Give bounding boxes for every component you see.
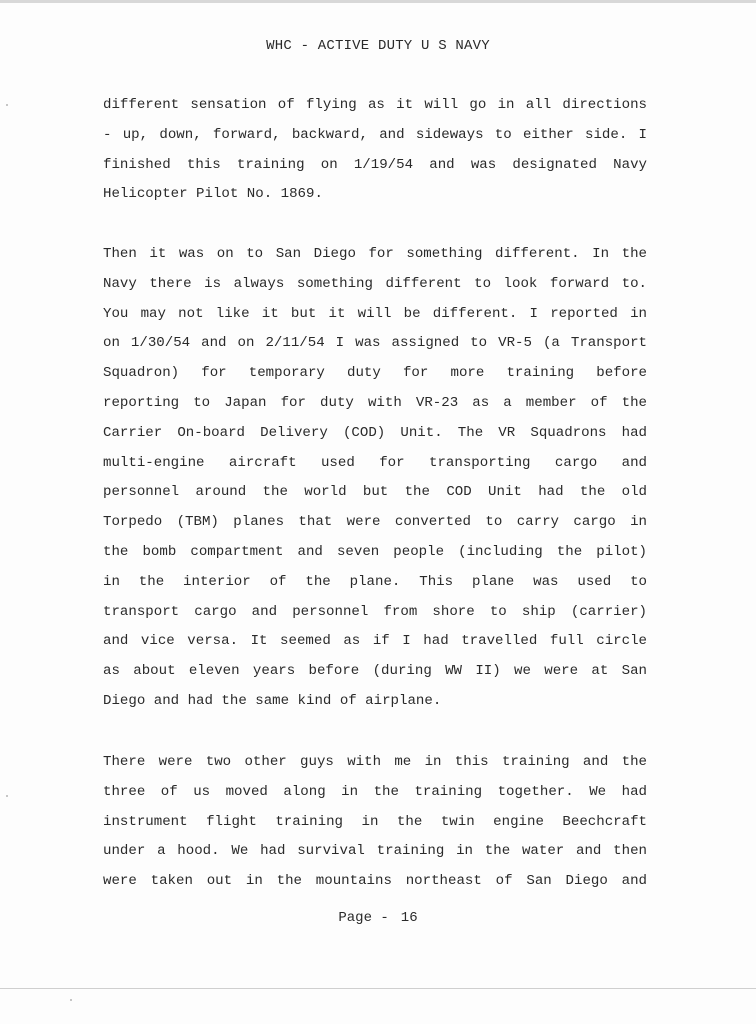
text-line: different sensation of flying as it will go in all directions (103, 97, 647, 113)
text-line: Helicopter Pilot No. 1869. (103, 186, 323, 203)
text-line: finished this training on 1/19/54 and was designated Navy (103, 156, 647, 173)
text-line: in the interior of the plane. This plane was used to (103, 573, 647, 590)
paragraph-2 (103, 240, 647, 717)
paragraph-1 (103, 91, 647, 210)
text-line: You may not like it but it will be different. I reported in (103, 305, 647, 322)
text-line: Diego and had the same kind of airplane. (103, 692, 442, 709)
scan-top-edge (0, 0, 756, 3)
text-line: There were two other guys with me in this training and the (103, 754, 647, 770)
text-line: multi-engine aircraft used for transporting cargo and (103, 454, 647, 471)
text-line: reporting to Japan for duty with VR-23 as a member of the (103, 394, 647, 411)
text-line: Squadron) for temporary duty for more training before (103, 365, 647, 382)
text-line: Torpedo (TBM) planes that were converted to carry cargo in (103, 514, 647, 531)
text-line: three of us moved along in the training together. We had (103, 783, 647, 800)
text-line: transport cargo and personnel from shore to ship (carrier) (103, 603, 647, 620)
text-line: instrument flight training in the twin engine Beechcraft (103, 813, 647, 830)
scan-speck (6, 104, 8, 106)
page-footer (0, 910, 756, 926)
text-line: under a hood. We had survival training in the water and then (103, 843, 647, 860)
page-number: 16 (400, 910, 418, 926)
paragraph-3 (103, 748, 647, 897)
page-header: WHC - ACTIVE DUTY U S NAVY (266, 38, 490, 54)
text-line: and vice versa. It seemed as if I had travelled full circle (103, 633, 647, 650)
scan-speck (6, 795, 8, 797)
text-line: the bomb compartment and seven people (including the pilot) (103, 543, 647, 560)
text-line: - up, down, forward, backward, and sideways to either side. I (103, 126, 647, 143)
text-line: were taken out in the mountains northeast of San Diego and (103, 873, 647, 890)
scan-bottom-edge (0, 988, 756, 989)
text-line: Carrier On-board Delivery (COD) Unit. The VR Squadrons had (103, 424, 647, 441)
text-line: Navy there is always something different to look forward to. (103, 275, 647, 292)
text-line: personnel around the world but the COD Unit had the old (103, 484, 647, 501)
page-label: Page - (338, 910, 389, 926)
text-line: as about eleven years before (during WW II) we were at San (103, 663, 647, 680)
text-line: Then it was on to San Diego for something different. In the (103, 246, 647, 262)
scan-speck (70, 999, 72, 1001)
text-line: on 1/30/54 and on 2/11/54 I was assigned to VR-5 (a Transport (103, 335, 647, 352)
